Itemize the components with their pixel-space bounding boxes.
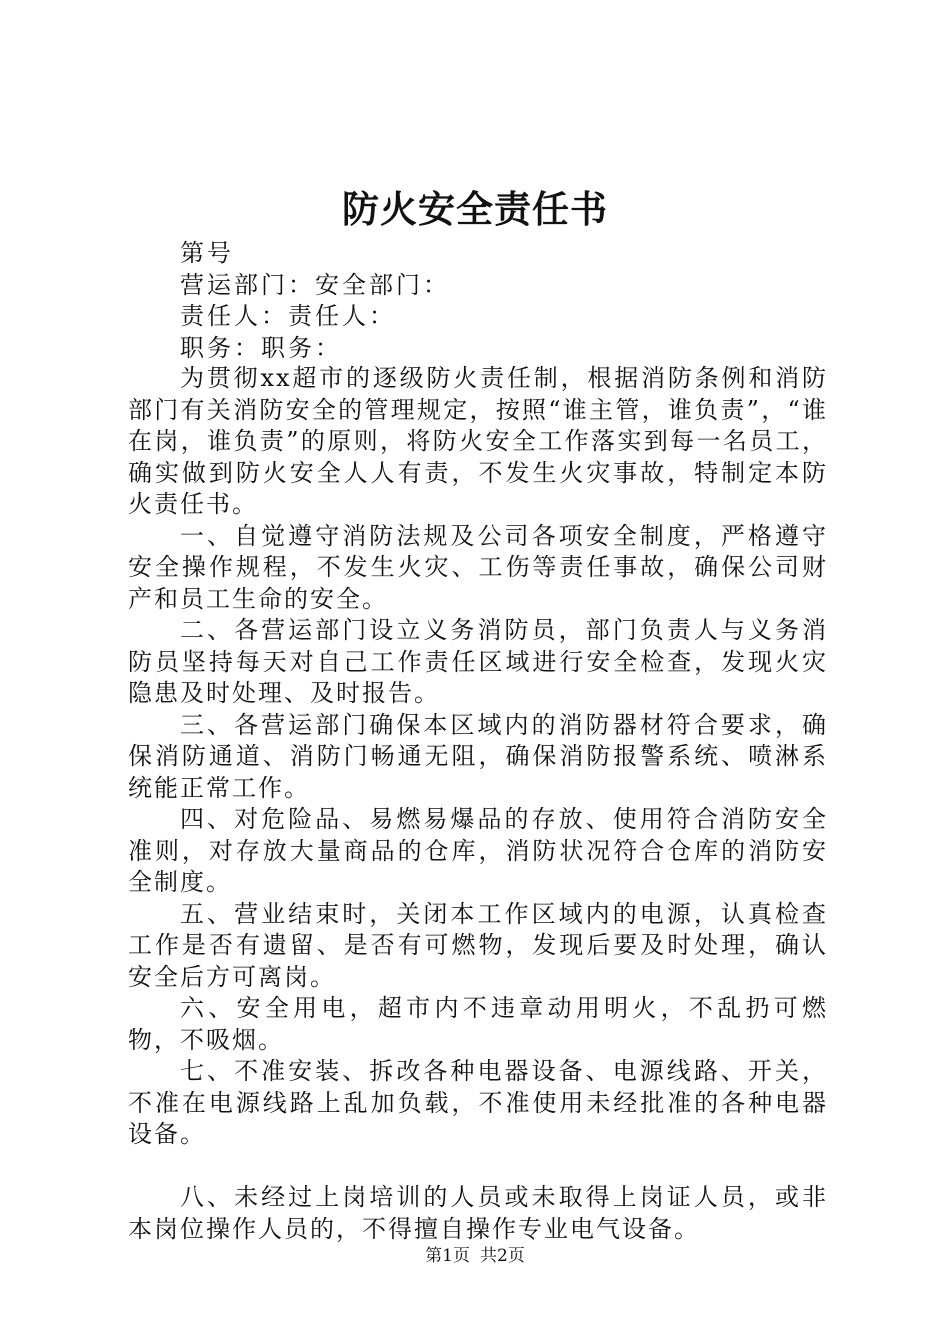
- document-title: 防火安全责任书: [342, 187, 608, 231]
- clause-3: 三、各营运部门确保本区域内的消防器材符合要求，确保消防通道、消防门畅通无阻，确保消防报警系统、喷淋系统能正常工作。: [128, 710, 828, 802]
- responsible-person-line: 责任人：责任人：: [180, 302, 396, 330]
- document-number-line: 第号: [180, 239, 234, 267]
- clause-5: 五、营业结束时，关闭本工作区域内的电源，认真检查工作是否有遗留、是否有可燃物，发现后要及时处理，确认安全后方可离岗。: [128, 899, 828, 991]
- clause-4: 四、对危险品、易燃易爆品的存放、使用符合消防安全准则，对存放大量商品的仓库，消防状况符合仓库的消防安全制度。: [128, 805, 828, 896]
- clause-8: 八、未经过上岗培训的人员或未取得上岗证人员，或非本岗位操作人员的，不得擅自操作专业电气设备。: [128, 1183, 828, 1243]
- clause-7: 七、不准安装、拆改各种电器设备、电源线路、开关，不准在电源线路上乱加负载，不准使用未经批准的各种电器设备。: [128, 1057, 828, 1148]
- clause-1: 一、自觉遵守消防法规及公司各项安全制度，严格遵守安全操作规程，不发生火灾、工伤等责任事故，确保公司财产和员工生命的安全。: [128, 521, 828, 613]
- header-fields: [180, 238, 450, 364]
- position-line: 职务：职务：: [180, 333, 342, 362]
- clause-2: 二、各营运部门设立义务消防员，部门负责人与义务消防员坚持每天对自己工作责任区域进行安全检查，发现火灾隐患及时处理、及时报告。: [128, 616, 828, 707]
- page-footer: [0, 1245, 950, 1267]
- department-line: 营运部门：安全部门：: [180, 270, 450, 299]
- clause-6: 六、安全用电，超市内不违章动用明火，不乱扔可燃物，不吸烟。: [128, 994, 828, 1054]
- page-number-current: 第1页: [425, 1246, 470, 1266]
- document-body: [128, 363, 828, 1245]
- intro-paragraph: 为贯彻xx超市的逐级防火责任制，根据消防条例和消防部门有关消防安全的管理规定，按照“谁主管，谁负责”，“谁在岗，谁负责”的原则，将防火安全工作落实到每一名员工，确实做到防火安全人人有责，不发生火灾事故，特制定本防火责任书。: [128, 364, 828, 518]
- page-number-total: 共2页: [480, 1246, 525, 1266]
